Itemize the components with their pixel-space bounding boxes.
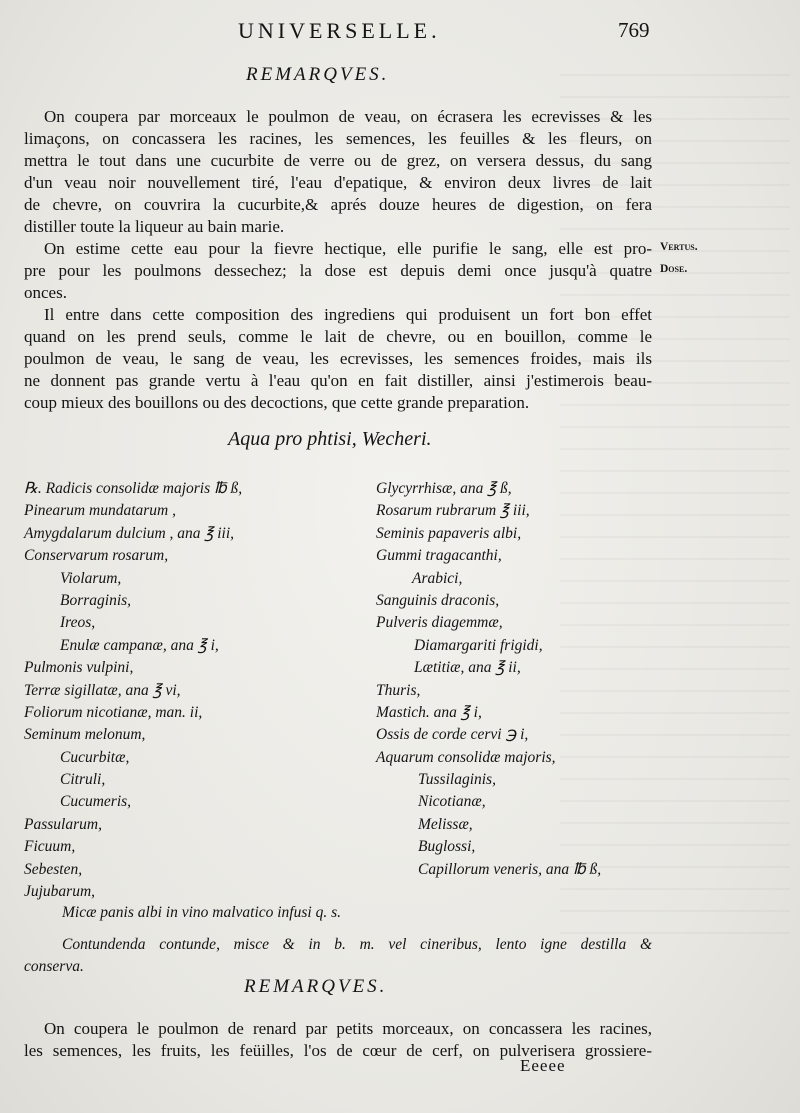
text-line: limaçons, on concassera les racines, les semences, les feuilles & les fleurs, on	[24, 129, 652, 149]
ingredient-line: Ossis de corde cervi ℈ i,	[376, 726, 529, 744]
ingredient-line: Capillorum veneris, ana ℔ ß,	[418, 860, 602, 878]
ingredient-line: Gummi tragacanthi,	[376, 547, 502, 565]
ingredient-line: Tussilaginis,	[418, 771, 496, 789]
text-line: Micæ panis albi in vino malvatico infusi q. s.	[62, 904, 341, 921]
text-line: conserva.	[24, 958, 84, 975]
remarques-paragraph-1	[24, 106, 652, 239]
ingredient-line: Citruli,	[60, 771, 106, 789]
text-line: coup mieux des bouillons ou des decoctions, que cette grande preparation.	[24, 393, 530, 413]
remarques-paragraph-2	[24, 238, 652, 304]
ingredient-line: ℞. Radicis consolidæ majoris ℔ ß,	[24, 480, 243, 497]
text-line: poulmon de veau, le sang de veau, les ecrevisses, les semences froides, mais ils	[24, 349, 652, 369]
text-line: On coupera le poulmon de renard par petits morceaux, on concassera les racines,	[44, 1019, 652, 1038]
ingredient-line: Nicotianæ,	[418, 793, 486, 811]
ingredient-line: Jujubarum,	[24, 883, 96, 901]
ingredient-line: Borraginis,	[60, 591, 132, 609]
ingredient-line: Conservarum rosarum,	[24, 547, 169, 565]
ingredient-line: Seminis papaveris albi,	[376, 524, 522, 542]
ingredient-line: Aquarum consolidæ majoris,	[376, 748, 556, 766]
ingredient-line: Arabici,	[412, 569, 463, 587]
page-number: 769	[618, 18, 650, 42]
text-line: Contundenda contunde, misce & in b. m. vel cineribus, lento igne destilla &	[62, 936, 652, 953]
ingredient-line: Glycyrrhisæ, ana ℥ ß,	[376, 480, 512, 497]
section-heading-remarques-1: REMARQVES.	[246, 64, 390, 85]
ingredients-left-column	[24, 478, 242, 903]
ingredient-line: Seminum melonum,	[24, 726, 146, 744]
ingredient-line: Ireos,	[60, 614, 96, 632]
recipe-title: Aqua pro phtisi, Wecheri.	[228, 428, 432, 450]
section-heading-remarques-2: REMARQVES.	[244, 976, 388, 997]
ingredient-line: Pinearum mundatarum ,	[24, 502, 176, 520]
ingredient-line: Buglossi,	[418, 838, 476, 856]
ingredient-line: Melissæ,	[418, 815, 473, 833]
text-line: quand on les prend seuls, comme le lait de chevre, ou en bouillon, comme le	[24, 327, 652, 347]
text-line: de chevre, on couvrira la cucurbite,& aprés douze heures de digestion, on fera	[24, 195, 652, 215]
ingredients-right-column	[376, 478, 601, 881]
text-line: onces.	[24, 283, 67, 303]
ingredient-line: Thuris,	[376, 681, 421, 699]
margin-note-vertus: Vertus.	[660, 241, 698, 253]
ingredient-line: Lætitiæ, ana ℥ ii,	[414, 659, 521, 677]
ingredient-line: Rosarum rubrarum ℥ iii,	[376, 502, 530, 520]
text-line: pre pour les poulmons dessechez; la dose est depuis demi once jusqu'à quatre	[24, 261, 652, 281]
text-line: mettra le tout dans une cucurbite de verre ou de grez, on versera dessus, du sang	[24, 151, 652, 171]
text-line: Il entre dans cette composition des ingrediens qui produisent un fort bon effet	[44, 305, 652, 324]
recipe-instruction-2	[24, 934, 652, 978]
ingredient-line: Ficuum,	[24, 838, 76, 856]
ingredient-line: Sanguinis draconis,	[376, 591, 500, 609]
recipe-instruction-1	[24, 902, 652, 924]
remarques-paragraph-3	[24, 304, 652, 414]
ingredient-line: Passularum,	[24, 815, 102, 833]
margin-note-dose: Dose.	[660, 263, 688, 275]
ingredient-line: Violarum,	[60, 569, 122, 587]
ingredient-line: Cucumeris,	[60, 793, 132, 811]
ingredient-line: Diamargariti frigidi,	[414, 636, 543, 654]
ingredient-line: Foliorum nicotianæ, man. ii,	[24, 703, 203, 721]
text-line: d'un veau noir nouvellement tiré, l'eau d'epatique, & environ deux livres de lait	[24, 173, 652, 193]
ingredient-line: Terræ sigillatæ, ana ℥ vi,	[24, 681, 181, 699]
text-line: distiller toute la liqueur au bain marie.	[24, 217, 285, 237]
running-title: UNIVERSELLE.	[238, 18, 441, 43]
ingredient-line: Pulveris diagemmæ,	[376, 614, 503, 632]
ingredient-line: Amygdalarum dulcium , ana ℥ iii,	[24, 524, 235, 542]
catchword: Eeeee	[520, 1056, 566, 1075]
text-line: ne donnent pas grande vertu à l'eau qu'on en fait distiller, ainsi j'estimerois beau-	[24, 371, 652, 391]
text-line: On estime cette eau pour la fievre hectique, elle purifie le sang, elle est pro-	[44, 239, 652, 258]
text-line: On coupera par morceaux le poulmon de veau, on écrasera les ecrevisses & les	[44, 107, 652, 126]
ingredient-line: Sebesten,	[24, 860, 83, 878]
ingredient-line: Mastich. ana ℥ i,	[376, 703, 482, 721]
ingredient-line: Enulæ campanæ, ana ℥ i,	[60, 636, 219, 654]
ingredient-line: Cucurbitæ,	[60, 748, 130, 766]
text-line: les semences, les fruits, les feüilles, l'os de cœur de cerf, on pulverisera grossiere-	[24, 1041, 652, 1061]
ingredient-line: Pulmonis vulpini,	[24, 659, 134, 677]
